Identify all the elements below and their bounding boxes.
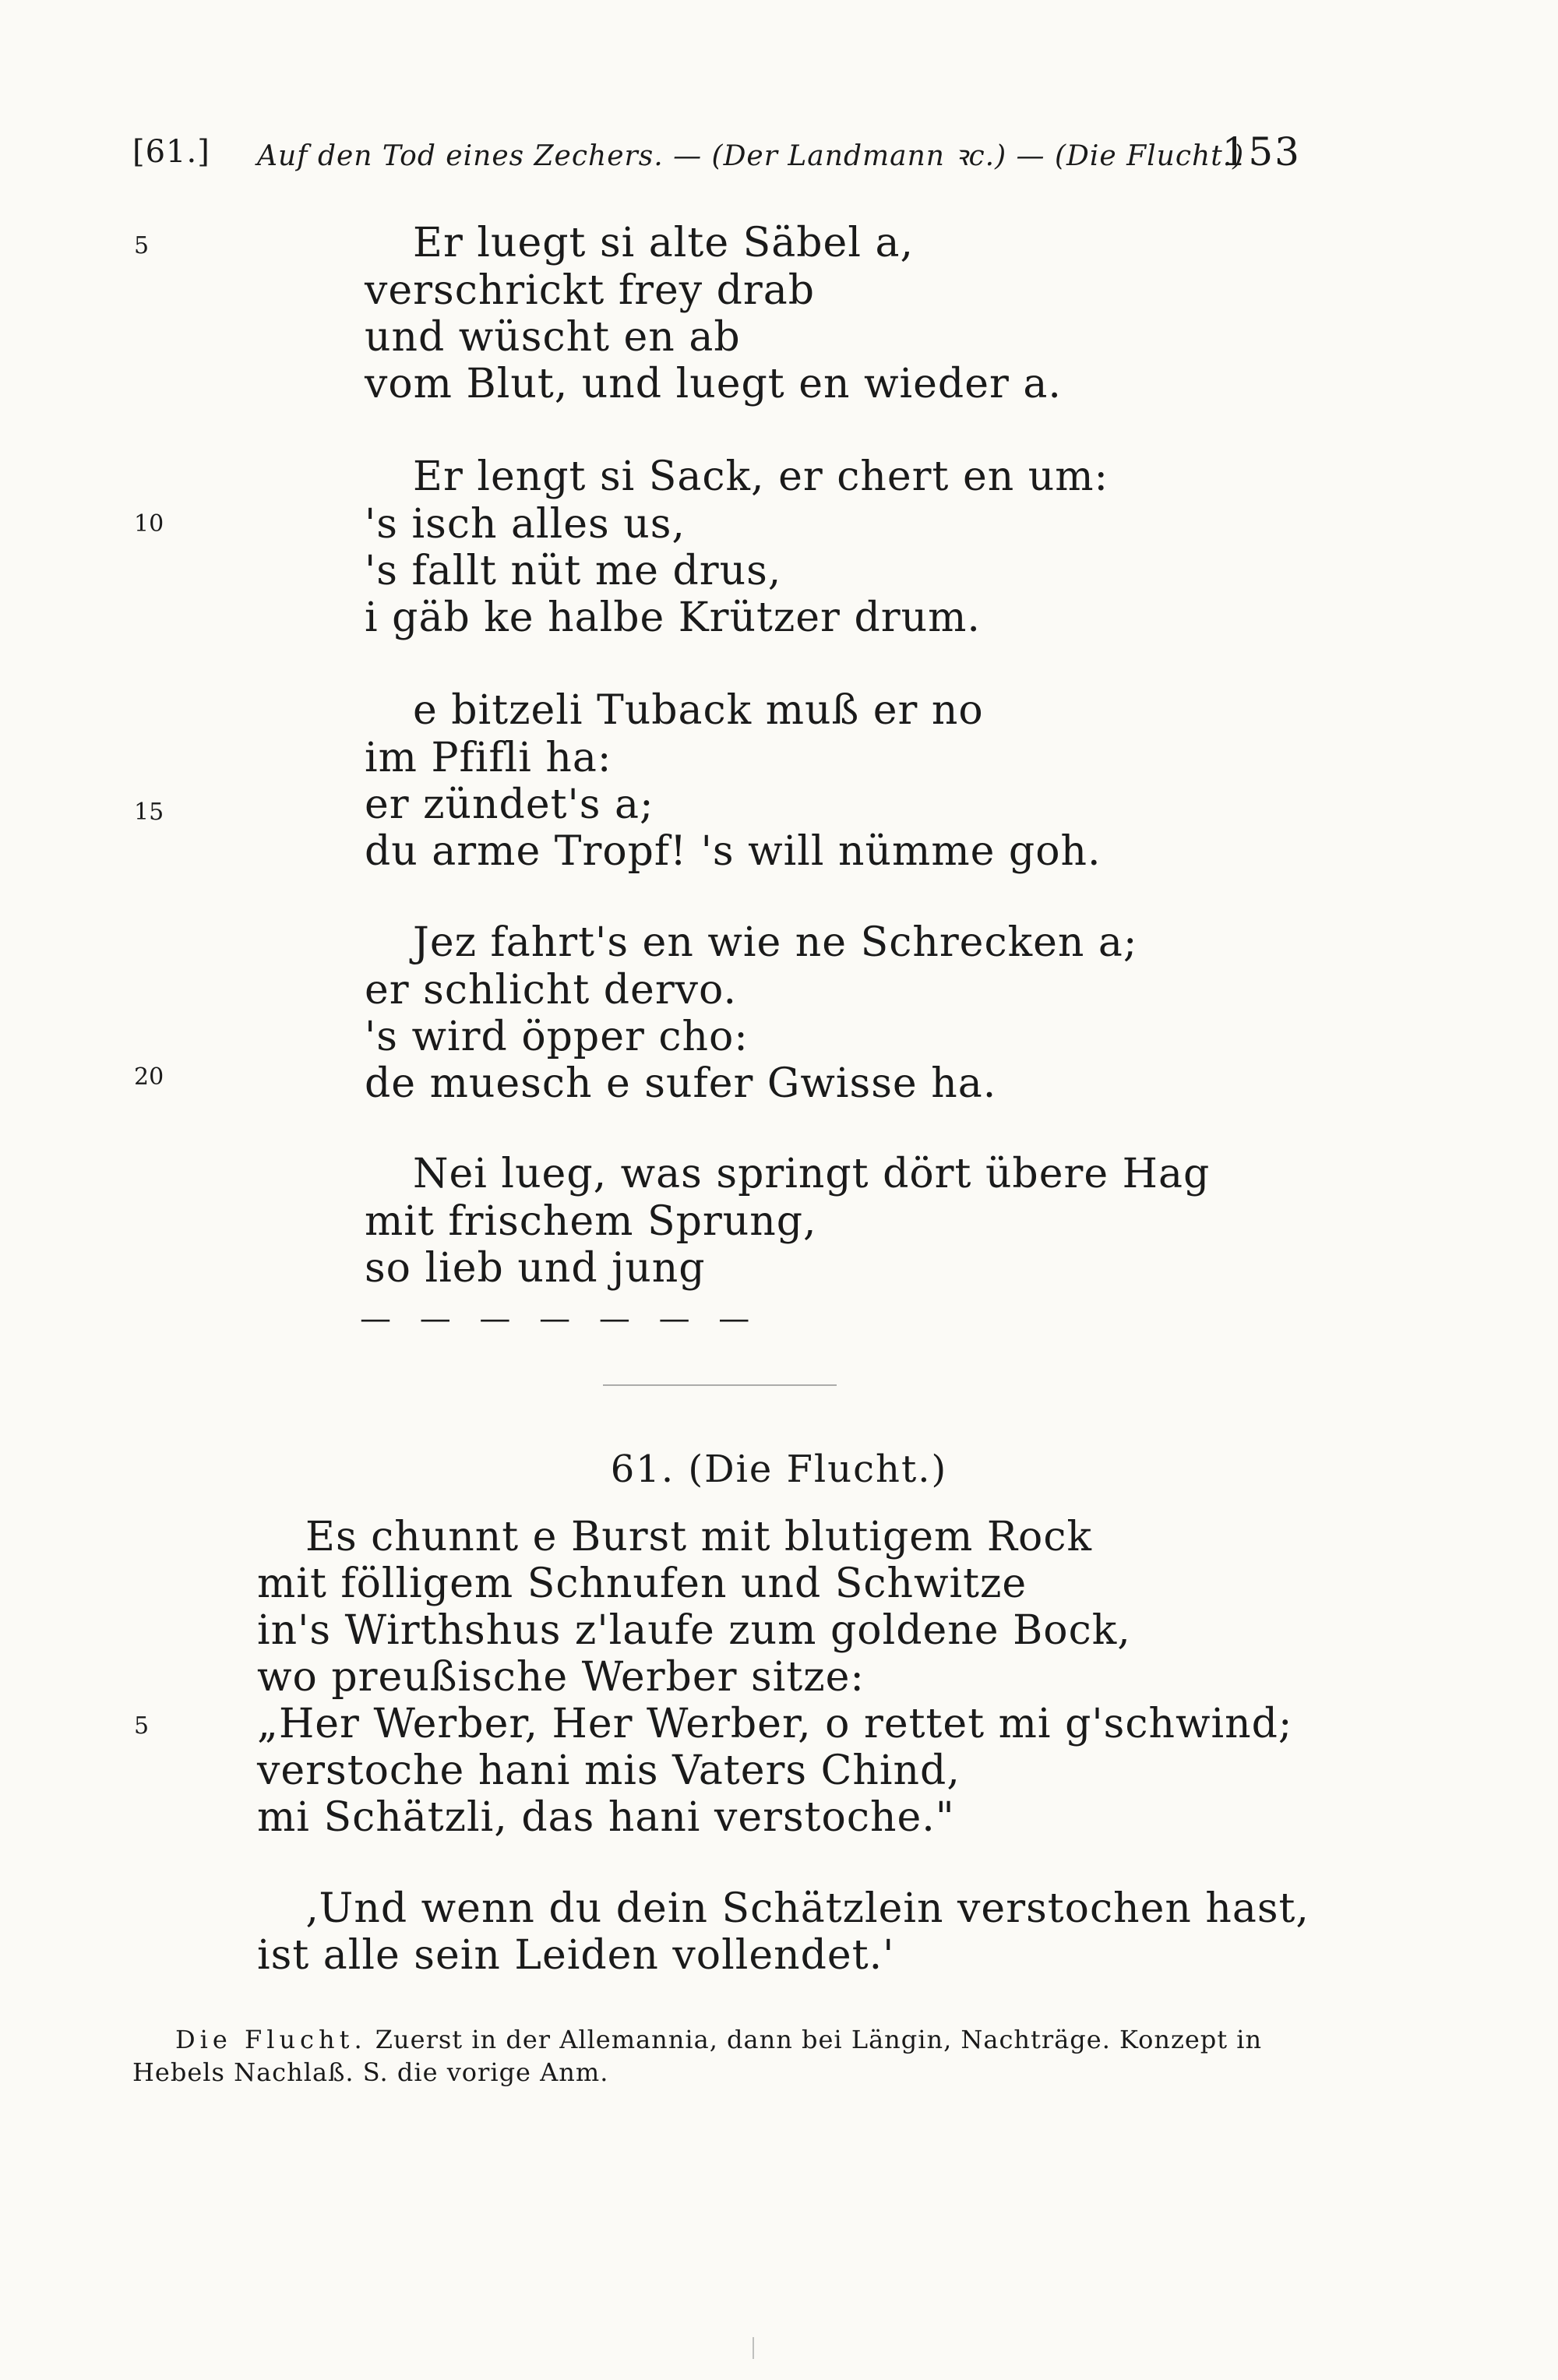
verse-line: 's fallt nüt me drus, — [365, 548, 782, 594]
verse-line: in's Wirthshus z'laufe zum goldene Bock, — [257, 1607, 1131, 1654]
line-number: 20 — [134, 1063, 164, 1091]
section-divider — [603, 1384, 837, 1386]
verse-line: mi Schätzli, das hani verstoche." — [257, 1794, 955, 1841]
verse-line: wo preußische Werber sitze: — [257, 1654, 865, 1701]
footnote-text: Zuerst in der Allemannia, dann bei Längin, Nachträge. Konzept in — [375, 2025, 1263, 2054]
line-number: 5 — [134, 232, 150, 259]
section-reference: [61.] — [132, 134, 210, 170]
verse-line: Er lengt si Sack, er chert en um: — [413, 453, 1109, 500]
verse-line: vom Blut, und luegt en wieder a. — [365, 361, 1062, 407]
verse-line: Er luegt si alte Säbel a, — [413, 220, 915, 266]
verse-line: mit fölligem Schnufen und Schwitze — [257, 1560, 1028, 1607]
verse-line: so lieb und jung — [365, 1245, 706, 1292]
verse-line: Nei lueg, was springt dört übere Hag — [413, 1151, 1211, 1197]
line-number: 15 — [134, 799, 164, 826]
verse-line: im Pfifli ha: — [365, 735, 612, 781]
verse-line: e bitzeli Tuback muß er no — [413, 687, 984, 734]
line-number: 10 — [134, 510, 164, 538]
print-mark — [753, 2337, 754, 2359]
verse-line: 's isch alles us, — [365, 501, 686, 548]
verse-line: „Her Werber, Her Werber, o rettet mi g'schwind; — [257, 1701, 1293, 1747]
page-header — [132, 129, 1301, 181]
line-number: 5 — [134, 1712, 150, 1740]
verse-line: verstoche hani mis Vaters Chind, — [257, 1747, 961, 1794]
verse-line: de muesch e sufer Gwisse ha. — [365, 1060, 997, 1107]
verse-line: verschrickt frey drab — [365, 267, 816, 314]
footnote-heading: Die Flucht. — [175, 2025, 367, 2054]
footnote-line — [175, 2024, 1262, 2055]
verse-line: ist alle sein Leiden vollendet.' — [257, 1932, 895, 1979]
page-number: 153 — [1221, 129, 1301, 175]
footnote-text: Hebels Nachlaß. S. die vorige Anm. — [132, 2057, 609, 2087]
verse-line: Jez fahrt's en wie ne Schrecken a; — [413, 919, 1138, 966]
verse-line: ‚Und wenn du dein Schätzlein verstochen hast, — [305, 1885, 1309, 1932]
verse-line: er schlicht dervo. — [365, 967, 737, 1014]
verse-line: er zündet's a; — [365, 781, 654, 828]
verse-line: Es chunnt e Burst mit blutigem Rock — [305, 1514, 1092, 1560]
elision-dashes: — — — — — — — — [360, 1301, 760, 1337]
poem-title: 61. (Die Flucht.) — [610, 1447, 948, 1491]
verse-line: mit frischem Sprung, — [365, 1198, 817, 1245]
verse-line: 's wird öpper cho: — [365, 1014, 749, 1060]
verse-line: du arme Tropf! 's will nümme goh. — [365, 828, 1102, 875]
verse-line: und wüscht en ab — [365, 314, 741, 361]
verse-line: i gäb ke halbe Krützer drum. — [365, 594, 981, 641]
running-title: Auf den Tod eines Zechers. — (Der Landmann ꝛc.) — (Die Flucht.) — [257, 140, 1245, 172]
